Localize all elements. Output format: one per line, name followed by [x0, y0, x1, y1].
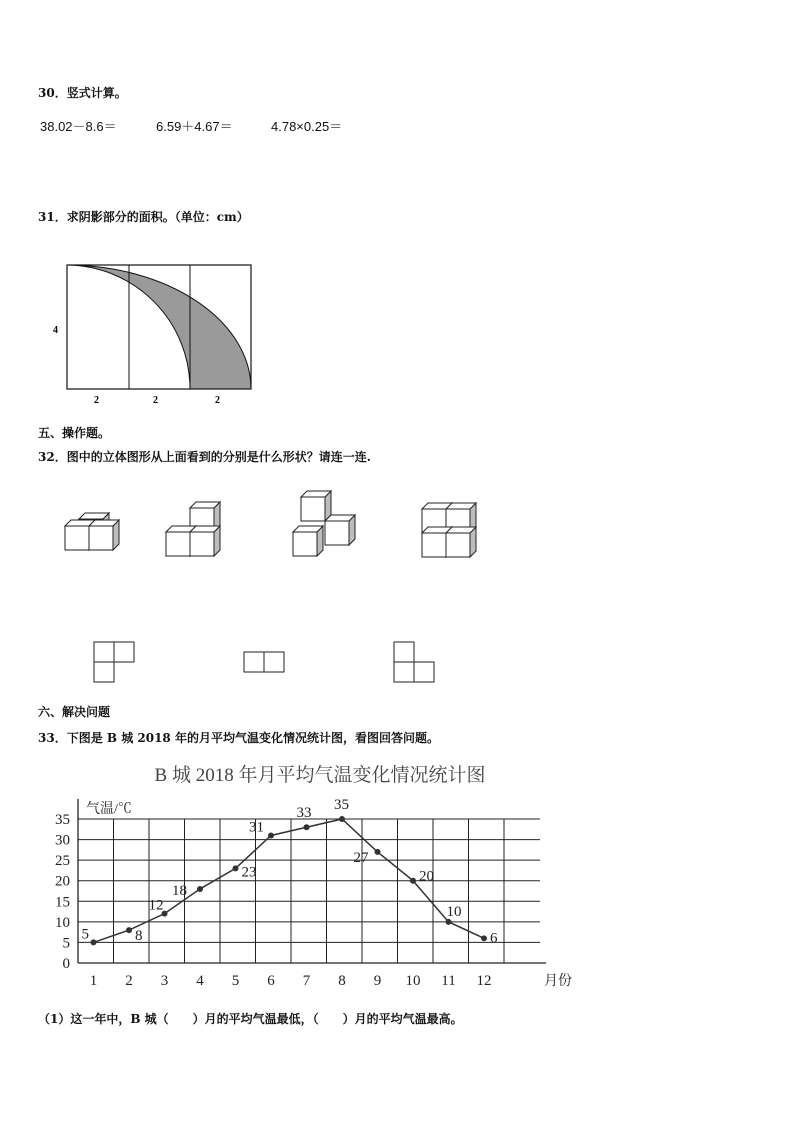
chart-data-point [91, 939, 97, 945]
chart-data-label: 12 [148, 897, 164, 914]
top-view-shape-3 [394, 642, 434, 682]
chart-y-axis-label: 气温/℃ [86, 802, 132, 817]
q30-title: 30．竖式计算。 [38, 86, 127, 100]
q31-title: 31．求阴影部分的面积。（单位：cm） [38, 210, 249, 224]
shaded-region [67, 265, 251, 389]
chart-y-tick-label: 0 [62, 956, 70, 972]
chart-x-tick-label: 5 [231, 973, 240, 989]
chart-data-point [304, 824, 310, 830]
q30-expression-2: 6.59＋4.67＝ [156, 119, 233, 134]
chart-data-label: 5 [81, 926, 89, 943]
chart-data-label: 23 [241, 864, 257, 881]
chart-y-tick-label: 25 [55, 853, 70, 870]
top-view-shape-2 [244, 652, 284, 672]
width-label-1: 2 [94, 395, 99, 406]
section6-title: 六、解决问题 [38, 705, 111, 719]
q33-question-1: （1）这一年中，B 城（ ）月的平均气温最低，（ ）月的平均气温最高。 [38, 1012, 463, 1026]
chart-data-label: 8 [135, 928, 143, 945]
chart-data-label: 18 [172, 882, 187, 899]
chart-x-tick-label: 10 [405, 973, 421, 989]
chart-data-point [233, 865, 239, 871]
chart-y-tick-label: 30 [55, 832, 70, 849]
chart-data-label: 31 [249, 819, 264, 836]
chart-data-label: 6 [490, 930, 498, 947]
solid-figure-a [65, 513, 119, 550]
q33-title: 33．下图是 B 城 2018 年的月平均气温变化情况统计图，看图回答问题。 [38, 731, 439, 745]
q30-expression-3: 4.78×0.25＝ [271, 119, 343, 134]
chart-data-label: 10 [446, 903, 462, 920]
chart-data-label: 27 [353, 849, 369, 866]
chart-data-point [375, 849, 381, 855]
chart-x-axis-label: 月份 [544, 974, 572, 989]
chart-title: B 城 2018 年月平均气温变化情况统计图 [154, 765, 486, 786]
chart-x-tick-label: 9 [373, 973, 382, 989]
shaded-area-figure [40, 255, 270, 410]
q30-expression-1: 38.02－8.6＝ [40, 119, 117, 134]
temperature-line-chart [40, 755, 600, 995]
chart-y-tick-label: 35 [55, 812, 70, 828]
top-view-shape-1 [94, 642, 134, 682]
chart-x-tick-label: 8 [338, 973, 346, 989]
height-label: 4 [53, 325, 58, 336]
solid-figure-b [166, 502, 220, 556]
chart-x-tick-label: 3 [160, 973, 169, 989]
chart-data-point [339, 816, 345, 822]
solid-figures-row [60, 485, 500, 570]
chart-x-tick-label: 2 [125, 973, 133, 989]
chart-y-tick-label: 5 [62, 935, 70, 952]
chart-x-tick-label: 11 [441, 973, 456, 989]
chart-data-point [126, 927, 132, 933]
chart-y-tick-label: 15 [55, 894, 70, 911]
chart-x-tick-label: 7 [302, 973, 311, 989]
chart-data-point [197, 886, 203, 892]
solid-figure-d [422, 503, 476, 557]
chart-data-point [410, 878, 416, 884]
section5-title: 五、操作题。 [38, 426, 111, 440]
solid-figure-c [293, 491, 355, 556]
chart-data-label: 33 [296, 805, 312, 822]
chart-y-tick-label: 10 [55, 914, 70, 931]
chart-y-tick-label: 20 [55, 873, 70, 890]
chart-data-label: 35 [334, 797, 349, 813]
chart-data-label: 20 [419, 868, 434, 885]
chart-x-tick-label: 4 [196, 973, 204, 989]
width-label-3: 2 [215, 395, 220, 406]
chart-data-point [268, 832, 274, 838]
chart-x-tick-label: 1 [89, 973, 98, 989]
q32-title: 32．图中的立体图形从上面看到的分别是什么形状？请连一连. [38, 450, 371, 464]
chart-data-point [481, 935, 487, 941]
width-label-2: 2 [153, 395, 158, 406]
chart-x-tick-label: 12 [476, 973, 492, 989]
chart-x-tick-label: 6 [267, 973, 275, 989]
top-view-shapes-row [90, 638, 440, 688]
